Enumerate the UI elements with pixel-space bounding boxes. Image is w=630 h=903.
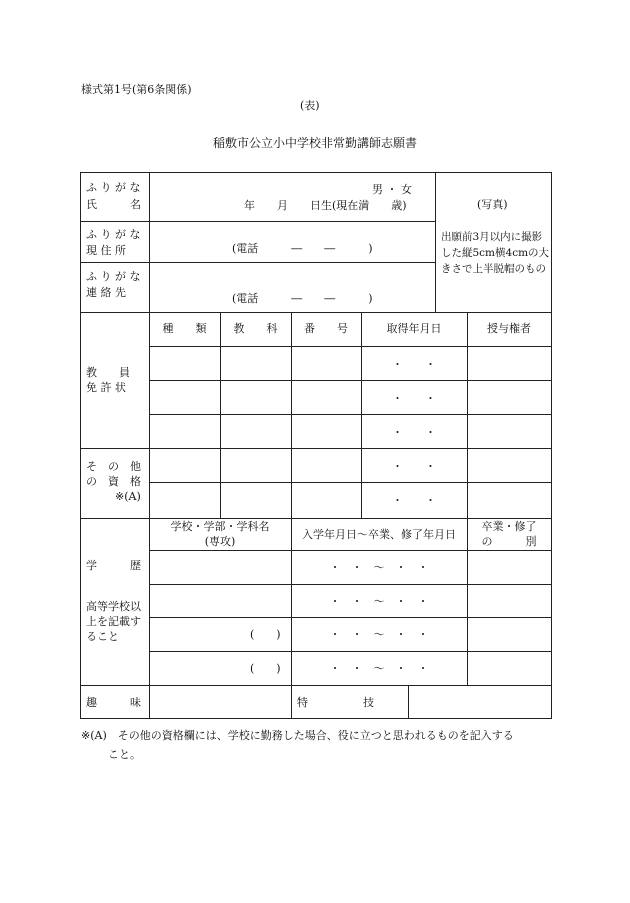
name-label: 氏 名 [86,198,141,211]
form-reference: 様式第1号(第6条関係) [81,83,192,96]
license-date-1[interactable]: ・ ・ [392,358,436,371]
license-date-2[interactable]: ・ ・ [392,392,436,405]
photo-label: (写真) [477,198,508,211]
header-subject: 教 科 [233,322,278,335]
side-mark: (表) [300,99,320,112]
other-qual-date-2[interactable]: ・ ・ [392,494,436,507]
other-qualifications-label-2: の 資 格 [86,475,141,488]
license-section-label-2: 免 許 状 [86,381,126,394]
other-qualifications-note-ref: ※(A) [115,490,141,503]
sex-choice[interactable]: 男 ・ 女 [372,183,412,196]
header-grantor: 授与権者 [487,322,531,335]
education-note-2: 上を記載す [86,615,141,628]
license-date-3[interactable]: ・ ・ [392,426,436,439]
contact-label: 連 絡 先 [86,286,126,299]
contact-furigana-label: ふ り が な [86,270,141,283]
address-phone-field[interactable]: (電話 ― ― ) [232,242,373,255]
education-label: 学 歴 [86,559,141,572]
education-dates-2[interactable]: ・ ・ ～ ・ ・ [329,595,429,608]
education-note-1: 高等学校以 [86,600,141,613]
contact-phone-field[interactable]: (電話 ― ― ) [232,292,373,305]
footnote-line-1: ※(A) その他の資格欄には、学校に勤務した場合、役に立つと思われるものを記入する [81,729,514,742]
education-dates-4[interactable]: ・ ・ ～ ・ ・ [329,662,429,675]
page-title: 稲敷市公立小中学校非常勤講師志願書 [213,136,418,150]
header-enroll-grad-dates: 入学年月日～卒業、修了年月日 [302,528,456,541]
header-type: 種 類 [162,322,207,335]
major-paren-1[interactable]: ( ) [250,628,281,641]
license-section-label: 教 員 [86,366,130,379]
major-paren-2[interactable]: ( ) [250,662,281,675]
header-acquired-date: 取得年月日 [386,322,442,335]
skill-label: 特 技 [297,696,374,709]
education-dates-3[interactable]: ・ ・ ～ ・ ・ [329,628,429,641]
education-dates-1[interactable]: ・ ・ ～ ・ ・ [329,561,429,574]
address-furigana-label: ふ り が な [86,228,141,241]
header-graduation-type-2: の 別 [481,535,537,548]
hobby-label: 趣 味 [86,696,141,709]
header-number: 番 号 [304,322,348,335]
photo-description: 出願前3月以内に撮影した縦5cm横4cmの大きさで上半脱帽のもの [441,231,550,275]
education-note-3: ること [86,630,119,643]
birth-date-field[interactable]: 年 月 日生(現在満 歳) [244,199,407,212]
header-graduation-type: 卒業・修了 [481,520,537,533]
other-qual-date-1[interactable]: ・ ・ [392,460,436,473]
header-major: (専攻) [204,535,236,548]
other-qualifications-label: そ の 他 [86,460,141,473]
furigana-label: ふ り が な [86,181,141,194]
header-school: 学校・学部・学科名 [170,520,270,533]
address-label: 現 住 所 [86,244,126,257]
footnote-line-2: こと。 [108,748,141,761]
